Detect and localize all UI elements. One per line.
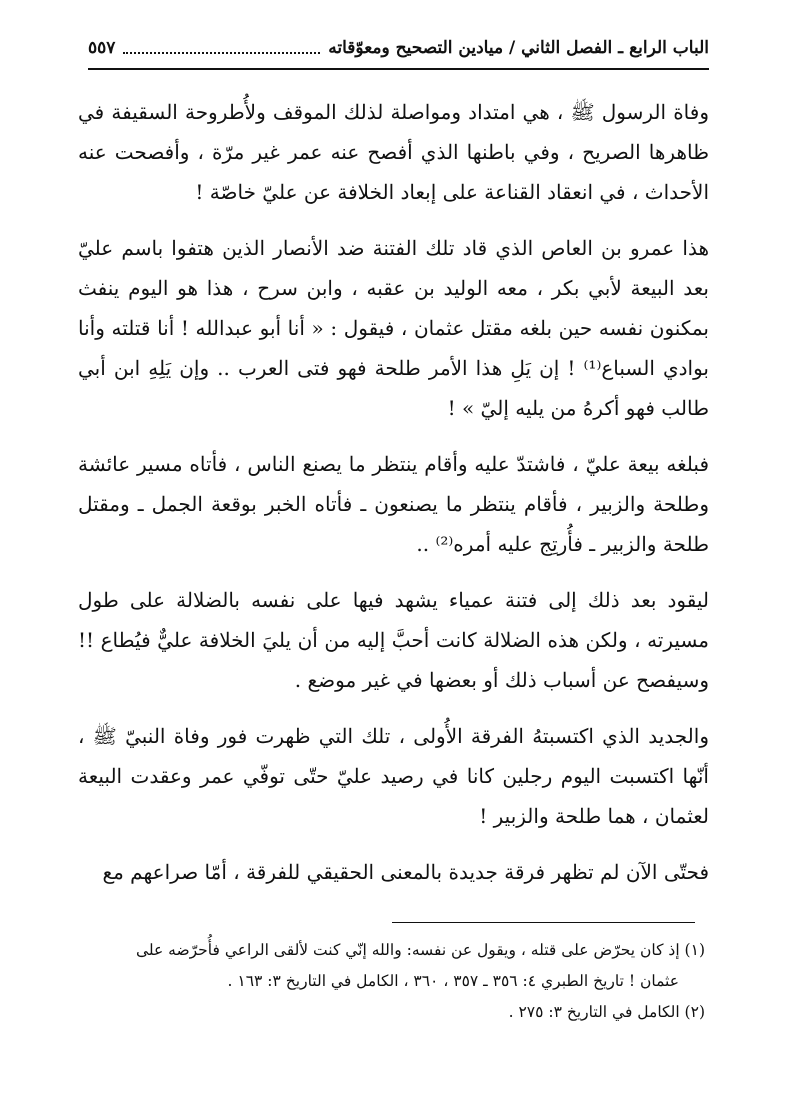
paragraph: ليقود بعد ذلك إلى فتنة عمياء يشهد فيها على نفسه بالضلالة على طول مسيرته ، ولكن هذه الضلالة كانت أحبَّ إليه من أن يليَ الخلافة عليٌّ فيُطاع !! وسيفصح عن أسباب ذلك أو بعضها في غير موضع . xyxy=(78,588,709,692)
paragraph: هذا عمرو بن العاص الذي قاد تلك الفتنة ضد الأنصار الذين هتفوا باسم عليّ بعد البيعة لأبي بكر ، معه الوليد بن عقبه ، وابن سرح ، هذا هو اليوم ينفث بمكنون نفسه حين بلغه مقتل عثمان ، فيقول : « أنا أبو عبدالله ! أنا قتلته وأنا بوادي السباع⁽¹⁾ ! إن يَلِ هذا الأمر طلحة فهو فتى العرب .. وإن يَلِهِ ابن أبي طالب فهو أكرهُ من يليه إليّ » ! xyxy=(78,236,709,420)
paragraph: فبلغه بيعة عليّ ، فاشتدّ عليه وأقام ينتظر ما يصنع الناس ، فأتاه مسير عائشة وطلحة والزبير ، فأقام ينتظر ما يصنعون ـ فأتاه الخبر بوقعة الجمل ـ ومقتل طلحة والزبير ـ فأُرتِج عليه أمره⁽²⁾ .. xyxy=(78,452,709,556)
footnotes xyxy=(78,935,705,1028)
page-number: ٥٥٧ xyxy=(88,38,116,58)
footnote-1: (١) إذ كان يحرّض على قتله ، ويقول عن نفسه: والله إنّي كنت لألقى الراعي فأُحرّضه على xyxy=(135,941,705,959)
main-text xyxy=(78,92,709,908)
running-title: الباب الرابع ـ الفصل الثاني / ميادين التصحيح ومعوّقاته xyxy=(328,38,709,58)
footnote-separator xyxy=(392,922,695,923)
running-header xyxy=(88,28,709,70)
dotted-leader xyxy=(123,42,320,54)
paragraph: فحتّى الآن لم تظهر فرقة جديدة بالمعنى الحقيقي للفرقة ، أمّا صراعهم مع xyxy=(102,860,709,884)
footnote-1-continuation: عثمان ! تاريخ الطبري ٤: ٣٥٦ ـ ٣٥٧ ، ٣٦٠ ، الكامل في التاريخ ٣: ١٦٣ . xyxy=(227,972,679,990)
paragraph: والجديد الذي اكتسبتهُ الفرقة الأُولى ، تلك التي ظهرت فور وفاة النبيّ ﷺ ، أنّها اكتسبت اليوم رجلين كانا في رصيد عليّ حتّى توفّي عمر وعقدت البيعة لعثمان ، هما طلحة والزبير ! xyxy=(78,724,709,828)
paragraph: وفاة الرسول ﷺ ، هي امتداد ومواصلة لذلك الموقف ولأُطروحة السقيفة في ظاهرها الصريح ، وفي باطنها الذي أفصح عنه عمر غير مرّة ، وأفصحت عنه الأحداث ، في انعقاد القناعة على إبعاد الخلافة عن عليّ خاصّة ! xyxy=(78,100,709,204)
footnote-2: (٢) الكامل في التاريخ ٣: ٢٧٥ . xyxy=(508,1003,705,1021)
